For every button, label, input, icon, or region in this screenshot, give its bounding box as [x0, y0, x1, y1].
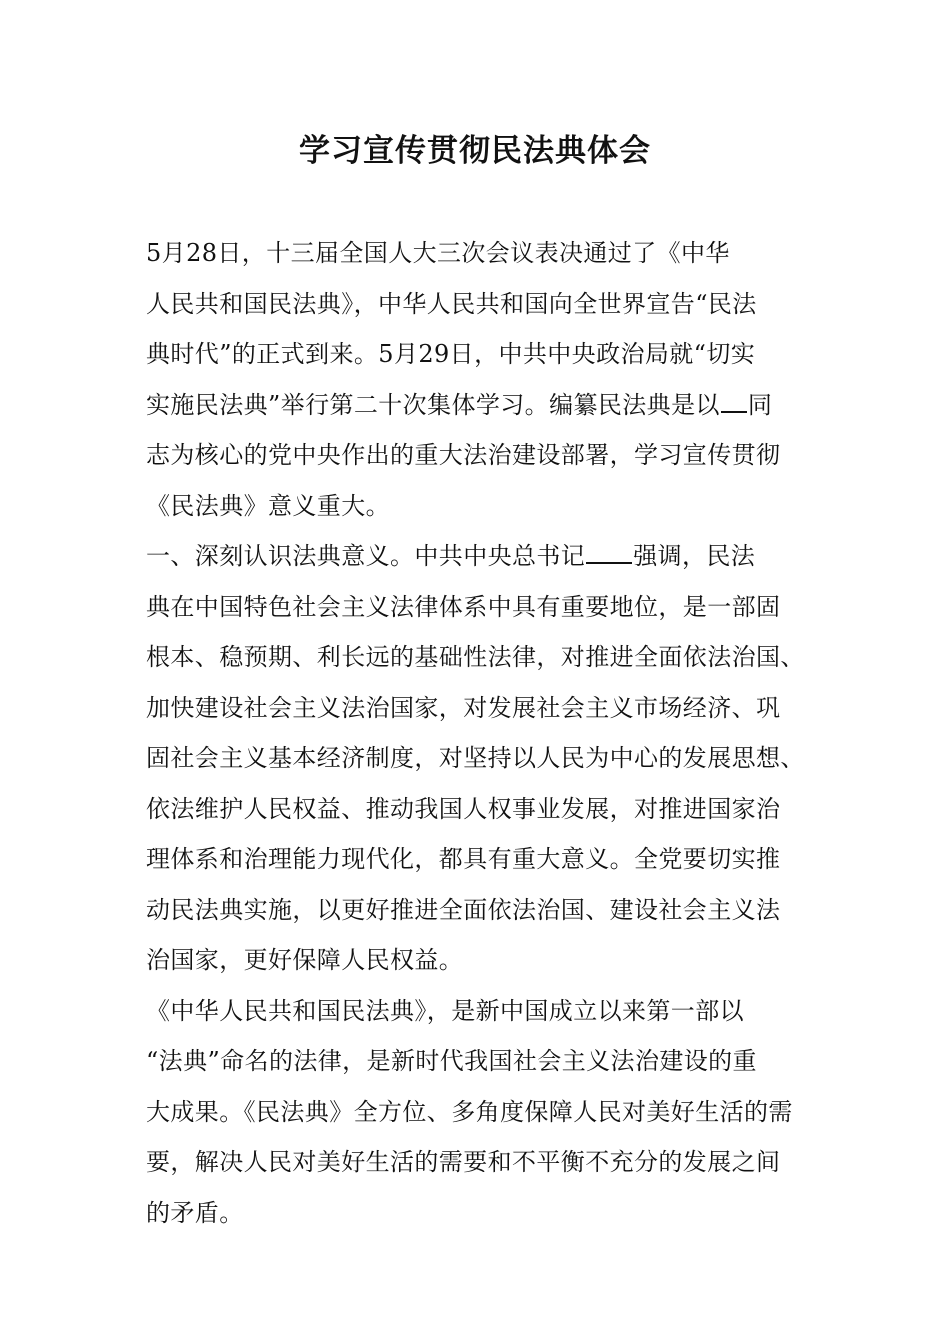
- paragraph-civil-code: [146, 986, 816, 1239]
- text-line: 治国家，更好保障人民权益。: [146, 946, 464, 974]
- redaction-blank: [586, 538, 632, 564]
- text-line: 典在中国特色社会主义法律体系中具有重要地位，是一部固: [146, 592, 781, 621]
- text-line: 动民法典实施，以更好推进全面依法治国、建设社会主义法: [146, 895, 781, 924]
- text-line: 《中华人民共和国民法典》，是新中国成立以来第一部以: [146, 996, 744, 1025]
- page-title: 学习宣传贯彻民法典体会: [299, 133, 651, 169]
- text-line-with-blank: [98, 380, 816, 431]
- paragraph-section-one: [146, 531, 816, 986]
- text-line: 志为核心的党中央作出的重大法治建设部署，学习宣传贯彻: [146, 441, 781, 469]
- text-segment: 同: [747, 390, 773, 419]
- text-segment: 实施民法典”举行第二十次集体学习。编纂民法典是以: [146, 390, 720, 419]
- document-body: [146, 228, 816, 1238]
- text-segment: 强调，民法: [633, 542, 756, 570]
- text-line: 人民共和国民法典》，中华人民共和国向全世界宣告“民法: [146, 289, 757, 318]
- text-segment: 一、深刻认识法典意义。中共中央总书记: [146, 542, 586, 570]
- text-line: 依法维护人民权益、推动我国人权事业发展，对推进国家治: [146, 794, 781, 823]
- text-line: 加快建设社会主义法治国家，对发展社会主义市场经济、巩: [146, 693, 781, 722]
- text-line: 大成果。《民法典》全方位、多角度保障人民对美好生活的需: [146, 1097, 793, 1126]
- text-line: 固社会主义基本经济制度，对坚持以人民为中心的发展思想、: [146, 744, 805, 772]
- text-line: 要，解决人民对美好生活的需要和不平衡不充分的发展之间: [146, 1148, 781, 1176]
- paragraph-intro: [146, 228, 816, 531]
- text-line: 典时代”的正式到来。5月29日，中共中央政治局就“切实: [146, 340, 756, 368]
- text-line: 根本、稳预期、利长远的基础性法律，对推进全面依法治国、: [146, 643, 805, 671]
- text-line: “法典”命名的法律，是新时代我国社会主义法治建设的重: [146, 1047, 757, 1075]
- redaction-blank: [721, 387, 747, 413]
- text-line-with-blank: [146, 531, 816, 582]
- text-line: 理体系和治理能力现代化，都具有重大意义。全党要切实推: [146, 845, 781, 873]
- text-line: 的矛盾。: [146, 1198, 244, 1227]
- text-line: 《民法典》意义重大。: [146, 491, 390, 520]
- text-line: 5月28日，十三届全国人大三次会议表决通过了《中华: [146, 239, 730, 267]
